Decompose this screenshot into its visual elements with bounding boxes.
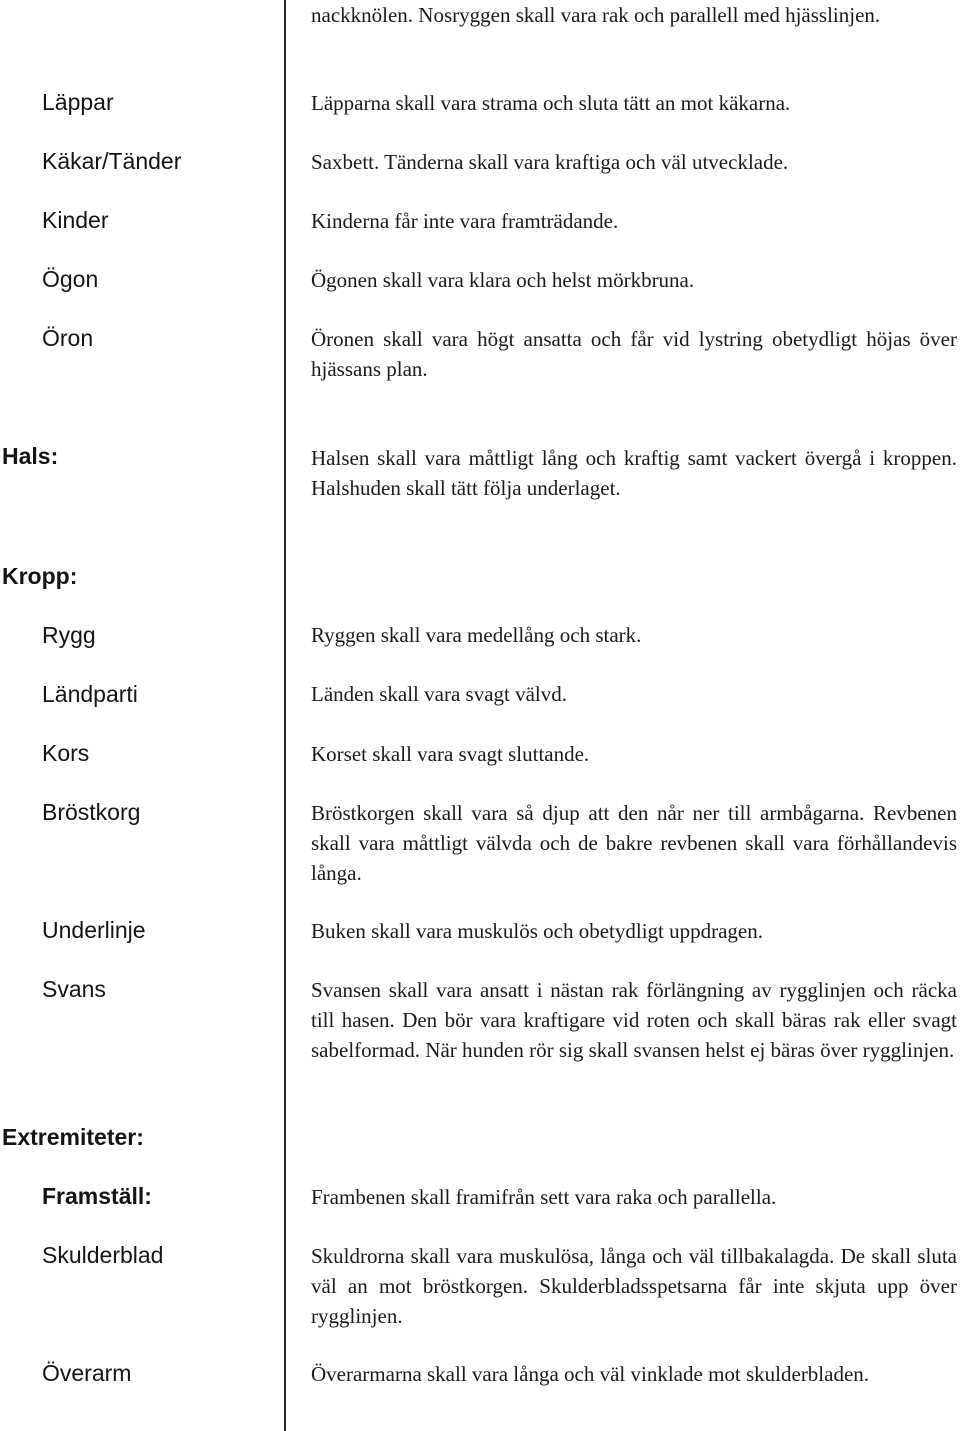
label-jaws: Käkar/Tänder <box>42 148 182 174</box>
label-eyes: Ögon <box>42 266 99 292</box>
underline-description: Buken skall vara muskulös och obetydligt uppdragen. <box>311 919 764 943</box>
ears-description: Öronen skall vara högt ansatta och får vid lystring obetydligt höjas över hjässans plan. <box>311 327 957 381</box>
label-shoulder: Skulderblad <box>42 1242 164 1268</box>
label-tail: Svans <box>42 976 106 1002</box>
section-body: Kropp: <box>2 563 78 589</box>
shoulder-description: Skuldrorna skall vara muskulösa, långa och väl tillbakalagda. De skall sluta väl an mot bröstkorgen. Skulderbladsspetsarna får inte skjuta upp över rygglinjen. <box>311 1244 957 1328</box>
croup-description: Korset skall vara svagt sluttande. <box>311 742 590 766</box>
section-neck: Hals: <box>2 443 59 469</box>
jaws-description: Saxbett. Tänderna skall vara kraftiga och väl utvecklade. <box>311 150 789 174</box>
label-ears: Öron <box>42 325 94 351</box>
label-loin: Ländparti <box>42 681 138 707</box>
label-croup: Kors <box>42 740 90 766</box>
label-cheeks: Kinder <box>42 207 109 233</box>
neck-description: Halsen skall vara måttligt lång och kraftig samt vackert övergå i kroppen. Halshuden skall tätt följa underlaget. <box>311 446 957 500</box>
back-description: Ryggen skall vara medellång och stark. <box>311 623 642 647</box>
nose-description: nackknölen. Nosryggen skall vara rak och parallell med hjässlinjen. <box>311 3 881 27</box>
forequarters-description: Frambenen skall framifrån sett vara raka och parallella. <box>311 1185 777 1209</box>
label-lips: Läppar <box>42 89 114 115</box>
loin-description: Länden skall vara svagt välvd. <box>311 682 567 706</box>
label-chest: Bröstkorg <box>42 799 141 825</box>
eyes-description: Ögonen skall vara klara och helst mörkbruna. <box>311 268 695 292</box>
label-back: Rygg <box>42 622 96 648</box>
lips-description: Läpparna skall vara strama och sluta tätt an mot käkarna. <box>311 91 791 115</box>
label-upper-arm: Överarm <box>42 1360 132 1386</box>
tail-description: Svansen skall vara ansatt i nästan rak förlängning av rygglinjen och räcka till hasen. Den bör vara kraftigare vid roten och skall bäras rak eller svagt sabelformad. När hunden rör sig skall svansen helst ej bäras över rygglinjen. <box>311 978 957 1062</box>
label-underline: Underlinje <box>42 917 146 943</box>
chest-description: Bröstkorgen skall vara så djup att den når ner till armbågarna. Revbenen skall vara måttligt välvda och de bakre revbenen skall vara förhållandevis långa. <box>311 801 957 885</box>
label-forequarters: Framställ: <box>42 1183 152 1209</box>
upper-arm-description: Överarmarna skall vara långa och väl vinklade mot skulderbladen. <box>311 1362 870 1386</box>
column-divider <box>284 0 286 1431</box>
section-limbs: Extremiteter: <box>2 1124 144 1150</box>
cheeks-description: Kinderna får inte vara framträdande. <box>311 209 619 233</box>
